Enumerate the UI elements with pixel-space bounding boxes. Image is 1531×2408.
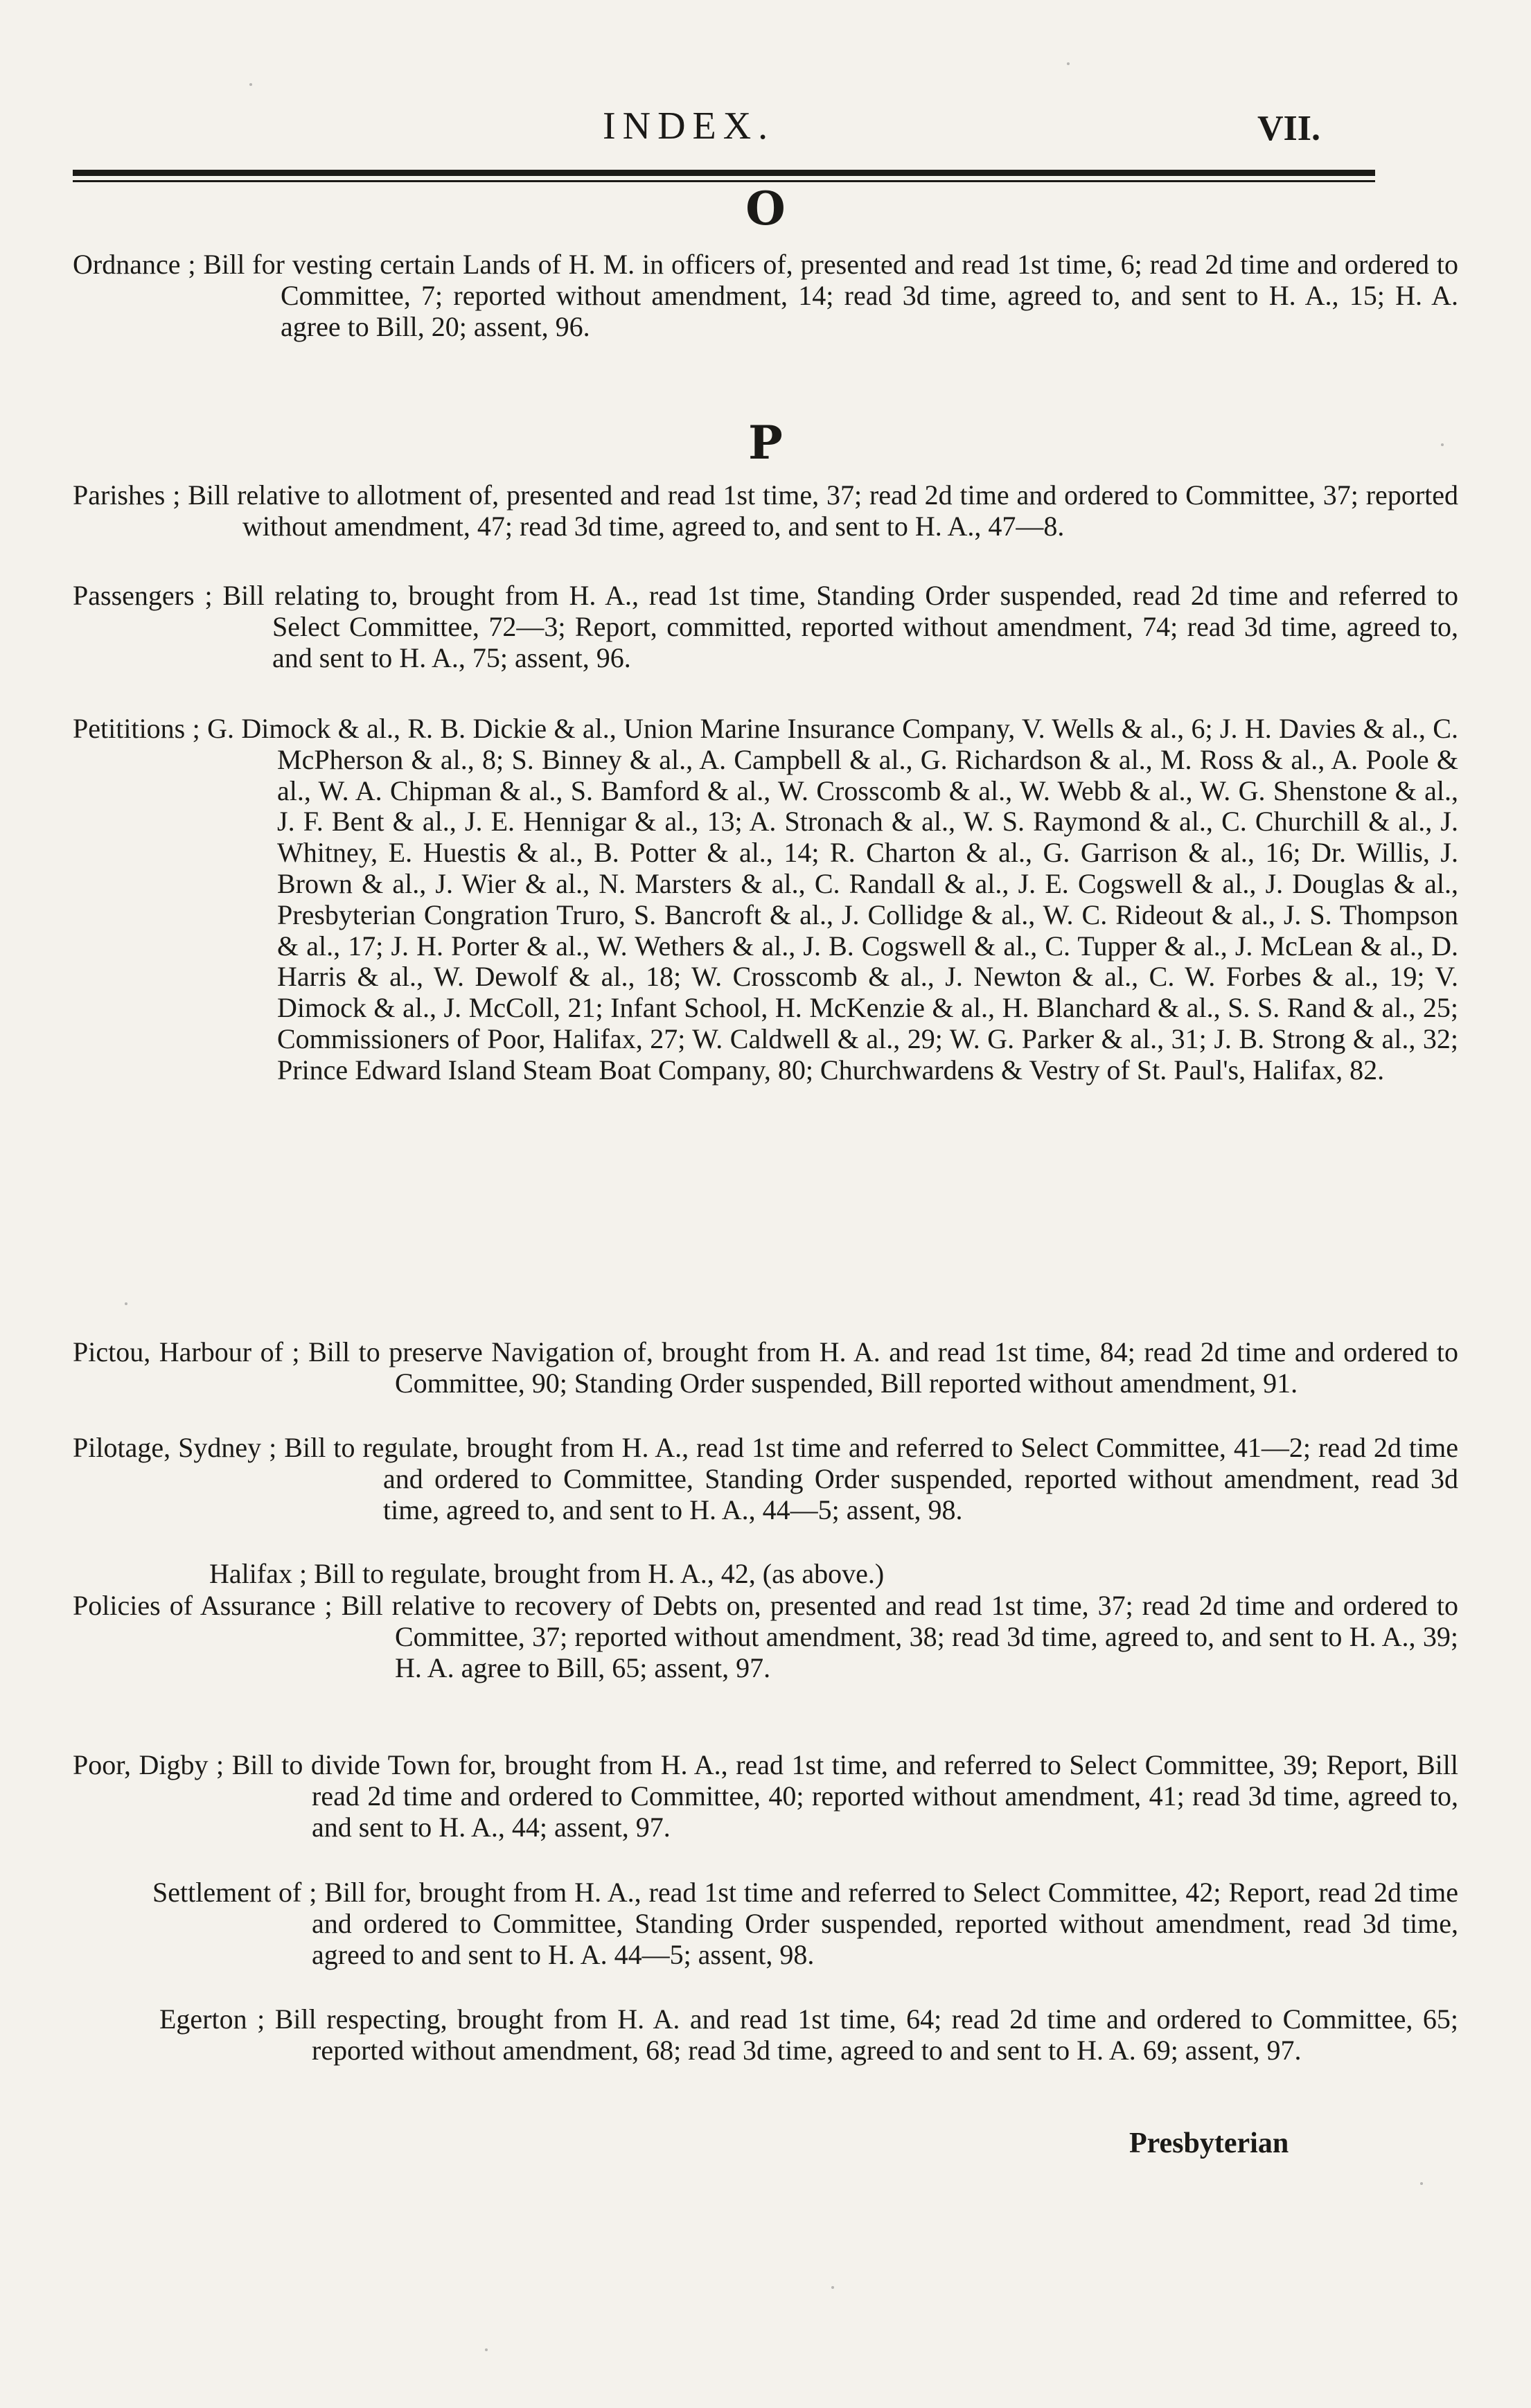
entry-heading: Halifax ; bbox=[209, 1558, 308, 1589]
paper-speck bbox=[1067, 62, 1070, 65]
paper-speck bbox=[125, 1302, 127, 1305]
paper-speck bbox=[1420, 2182, 1423, 2185]
entry-heading: Poor, Digby ; bbox=[73, 1749, 224, 1780]
entry-heading: Ordnance ; bbox=[73, 249, 196, 280]
catchword: Presbyterian bbox=[1129, 2127, 1289, 2159]
entry-text: Bill to regulate, brought from H. A., read 1st time and referred to Select Committee, 41—2; read 2d time and ordered to Committee, Standing Order suspended, reported without amendment, read 3d time, agreed to, and sent to H. A., 44—5; assent, 98. bbox=[284, 1432, 1458, 1525]
running-head bbox=[0, 104, 1531, 152]
index-entry-pilotage-sydney bbox=[73, 1433, 1458, 1525]
index-entry-petitions bbox=[73, 714, 1458, 1086]
entry-heading: Passengers ; bbox=[73, 580, 213, 611]
index-entry-passengers bbox=[73, 581, 1458, 673]
index-entry-parishes bbox=[73, 480, 1458, 542]
header-rule-thick bbox=[73, 170, 1375, 176]
paper-speck bbox=[485, 2348, 488, 2351]
index-entry-pilotage-halifax bbox=[209, 1559, 1458, 1590]
entry-text: G. Dimock & al., R. B. Dickie & al., Union Marine Insurance Company, V. Wells & al., 6; J. H. Davies & al., C. McPherson & al., 8; S. Binney & al., A. Campbell & al., G. Richardson & al., M. Ross & al., A. Poole & al., W. A. Chipman & al., S. Bamford & al., W. Crosscomb & al., W. Webb & al., W. G. Shenstone & al., J. F. Bent & al., J. E. Hennigar & al., 13; A. Stronach & al., W. S. Raymond & al., C. Churchill & al., J. Whitney, E. Huestis & al., B. Potter & al., 14; R. Charton & al., G. Garrison & al., 16; Dr. Willis, J. Brown & al., J. Wier & al., N. Marsters & al., C. Randall & al., J. E. Cogswell & al., J. Douglas & al., Presbyterian Congration Truro, S. Bancroft & al., J. Collidge & al., W. C. Rideout & al., J. S. Thompson & al., 17; J. H. Porter & al., W. Wethers & al., J. B. Cogswell & al., C. Tupper & al., J. McLean & al., D. Harris & al., W. Dewolf & al., 18; W. Crosscomb & al., J. Newton & al., C. W. Forbes & al., 19; V. Dimock & al., J. McColl, 21; Infant School, H. McKenzie & al., H. Blanchard & al., S. S. Rand & al., 25; Commissioners of Poor, Halifax, 27; W. Caldwell & al., 29; W. G. Parker & al., 31; J. B. Strong & al., 32; Prince Edward Island Steam Boat Company, 80; Churchwardens & Vestry of St. Paul's, Halifax, 82. bbox=[207, 713, 1458, 1086]
page-number: VII. bbox=[1257, 109, 1321, 148]
entry-heading: Petititions ; bbox=[73, 713, 200, 744]
section-letter-o: O bbox=[745, 182, 786, 236]
entry-heading: Parishes ; bbox=[73, 479, 181, 511]
page-title: INDEX. bbox=[603, 105, 775, 148]
entry-heading: Settlement of ; bbox=[152, 1877, 317, 1908]
index-entry-ordnance bbox=[73, 249, 1458, 342]
index-entry-poor-settlement bbox=[152, 1877, 1458, 1970]
section-letter-p: P bbox=[748, 416, 783, 470]
entry-text: Bill for, brought from H. A., read 1st time and referred to Select Committee, 42; Report, read 2d time and ordered to Committee, Standing Order suspended, reported without amendment, read 3d time, agreed to and sent to H. A. 44—5; assent, 98. bbox=[312, 1877, 1458, 1970]
entry-heading: Pilotage, Sydney ; bbox=[73, 1432, 277, 1463]
entry-text: Bill relating to, brought from H. A., read 1st time, Standing Order suspended, read 2d time and referred to Select Committee, 72—3; Report, committed, reported without amendment, 74; read 3d time, agreed to, and sent to H. A., 75; assent, 96. bbox=[222, 580, 1459, 673]
entry-heading: Pictou, Harbour of ; bbox=[73, 1336, 300, 1367]
entry-text: Bill relative to recovery of Debts on, presented and read 1st time, 37; read 2d time and ordered to Committee, 37; reported without amendment, 38; read 3d time, agreed to, and sent to H. A., 39; H. A. agree to Bill, 65; assent, 97. bbox=[341, 1590, 1459, 1683]
index-entry-policies-of-assurance bbox=[73, 1591, 1458, 1683]
paper-speck bbox=[831, 2286, 834, 2289]
entry-text: Bill to preserve Navigation of, brought from H. A. and read 1st time, 84; read 2d time and ordered to Committee, 90; Standing Order suspended, Bill reported without amendment, 91. bbox=[308, 1336, 1458, 1399]
index-entry-pictou-harbour bbox=[73, 1337, 1458, 1399]
entry-text: Bill to divide Town for, brought from H. A., read 1st time, and referred to Select Committee, 39; Report, Bill read 2d time and ordered to Committee, 40; reported without amendment, 41; read 3d time, agreed to, and sent to H. A., 44; assent, 97. bbox=[231, 1749, 1459, 1843]
entry-text: Bill for vesting certain Lands of H. M. in officers of, presented and read 1st time, 6; read 2d time and ordered to Committee, 7; reported without amendment, 14; read 3d time, agreed to, and sent to H. A., 15; H. A. agree to Bill, 20; assent, 96. bbox=[203, 249, 1458, 342]
entry-text: Bill relative to allotment of, presented and read 1st time, 37; read 2d time and ordered to Committee, 37; reported without amendment, 47; read 3d time, agreed to, and sent to H. A., 47—8. bbox=[188, 479, 1459, 542]
index-entry-poor-digby bbox=[73, 1750, 1458, 1843]
entry-heading: Policies of Assurance ; bbox=[73, 1590, 333, 1621]
entry-heading: Egerton ; bbox=[159, 2003, 265, 2035]
paper-speck bbox=[249, 83, 252, 86]
index-entry-egerton bbox=[159, 2004, 1458, 2066]
entry-text: Bill respecting, brought from H. A. and read 1st time, 64; read 2d time and ordered to Committee, 65; reported without amendment, 68; read 3d time, agreed to and sent to H. A. 69; assent, 97. bbox=[274, 2003, 1459, 2066]
paper-speck bbox=[1441, 443, 1444, 446]
entry-text: Bill to regulate, brought from H. A., 42, (as above.) bbox=[314, 1558, 885, 1589]
